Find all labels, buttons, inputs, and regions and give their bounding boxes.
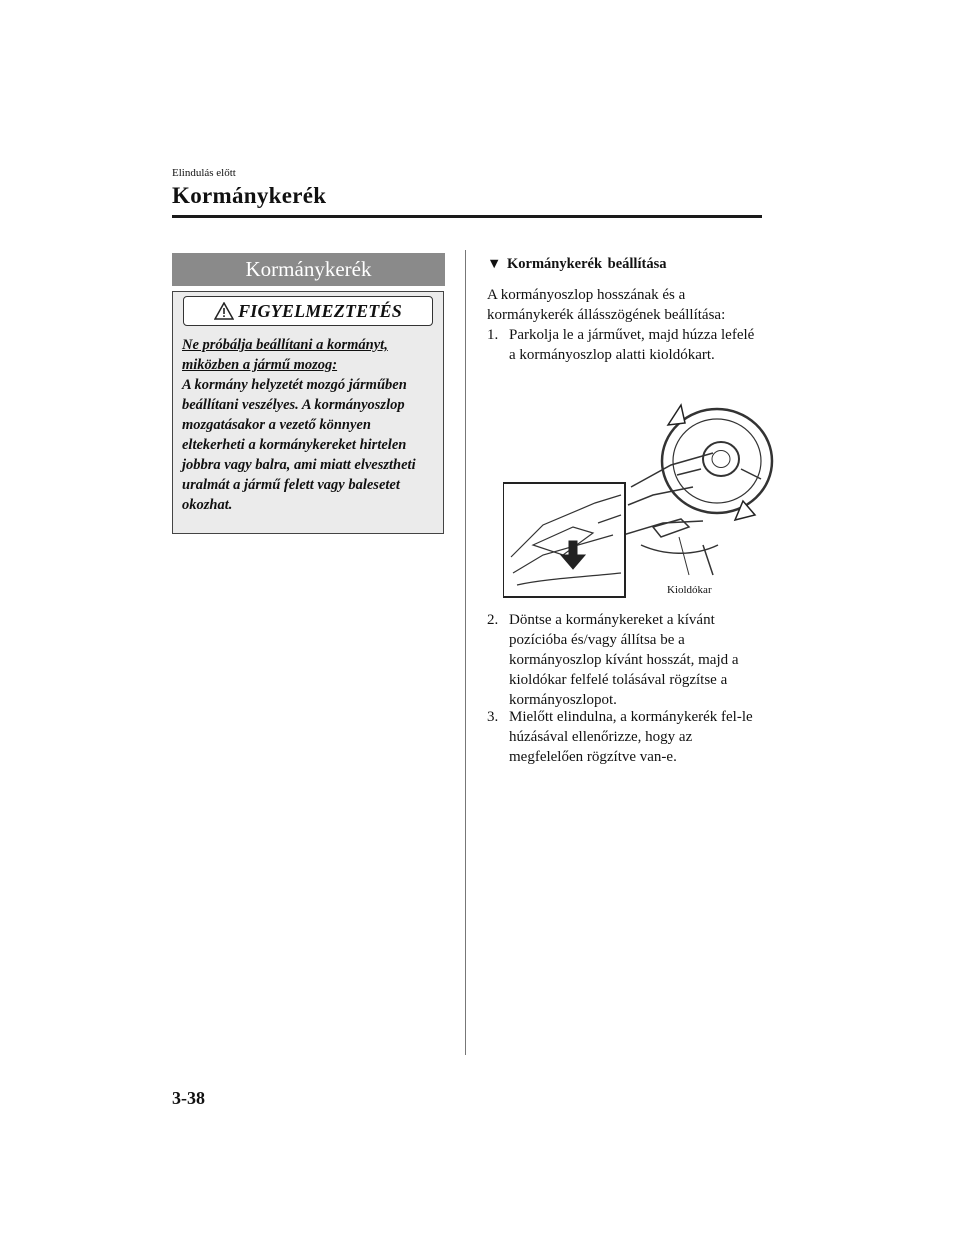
step-number: 1. <box>487 327 499 343</box>
step-text: Döntse a kormánykereket a kívánt pozícióba és/vagy állítsa be a kormányoszlop kívánt hosszát, majd a kioldókar felfelé tolásával rögzítse a kormányoszlopot. <box>509 612 739 708</box>
warning-triangle-icon <box>214 302 234 320</box>
column-divider <box>465 250 466 1055</box>
step-number: 3. <box>487 709 499 725</box>
section-banner <box>172 253 445 286</box>
intro-paragraph: A kormányoszlop hosszának és a kormánykerék állásszögének beállítása: <box>487 287 726 323</box>
subsection-title-text: Kormánykerék beállítása <box>506 256 667 272</box>
page-number: 3-38 <box>172 1088 205 1108</box>
step-item <box>487 610 767 710</box>
page-title: Kormánykerék <box>172 183 327 208</box>
steering-column-illustration <box>503 395 775 600</box>
figure-callout-label: Kioldókar <box>667 584 712 596</box>
warning-lead: Ne próbálja beállítani a kormányt, miközben a jármű mozog: <box>182 337 388 373</box>
section-banner-title: Kormánykerék <box>245 257 372 281</box>
step-number: 2. <box>487 612 499 628</box>
step-item <box>487 325 762 365</box>
step-item <box>487 707 762 767</box>
warning-title: FIGYELMEZTETÉS <box>238 300 402 321</box>
section-label: Elindulás előtt <box>172 167 236 179</box>
subsection-title <box>487 256 666 273</box>
warning-box <box>172 291 444 534</box>
warning-body: A kormány helyzetét mozgó járműben beállítani veszélyes. A kormányoszlop mozgatásakor a vezető könnyen eltekerheti a kormánykereket hirtelen jobbra vagy balra, ami miatt elvesztheti uralmát a jármű felett vagy balesetet okozhat. <box>182 377 416 513</box>
warning-header <box>183 296 433 326</box>
step-text: Parkolja le a járművet, majd húzza lefelé a kormányoszlop alatti kioldókart. <box>509 327 755 363</box>
heading-divider <box>172 215 762 218</box>
step-text: Mielőtt elindulna, a kormánykerék fel-le húzásával ellenőrizze, hogy az megfelelően rögzítve van-e. <box>509 709 753 765</box>
triangle-down-icon: ▼ <box>487 256 502 272</box>
